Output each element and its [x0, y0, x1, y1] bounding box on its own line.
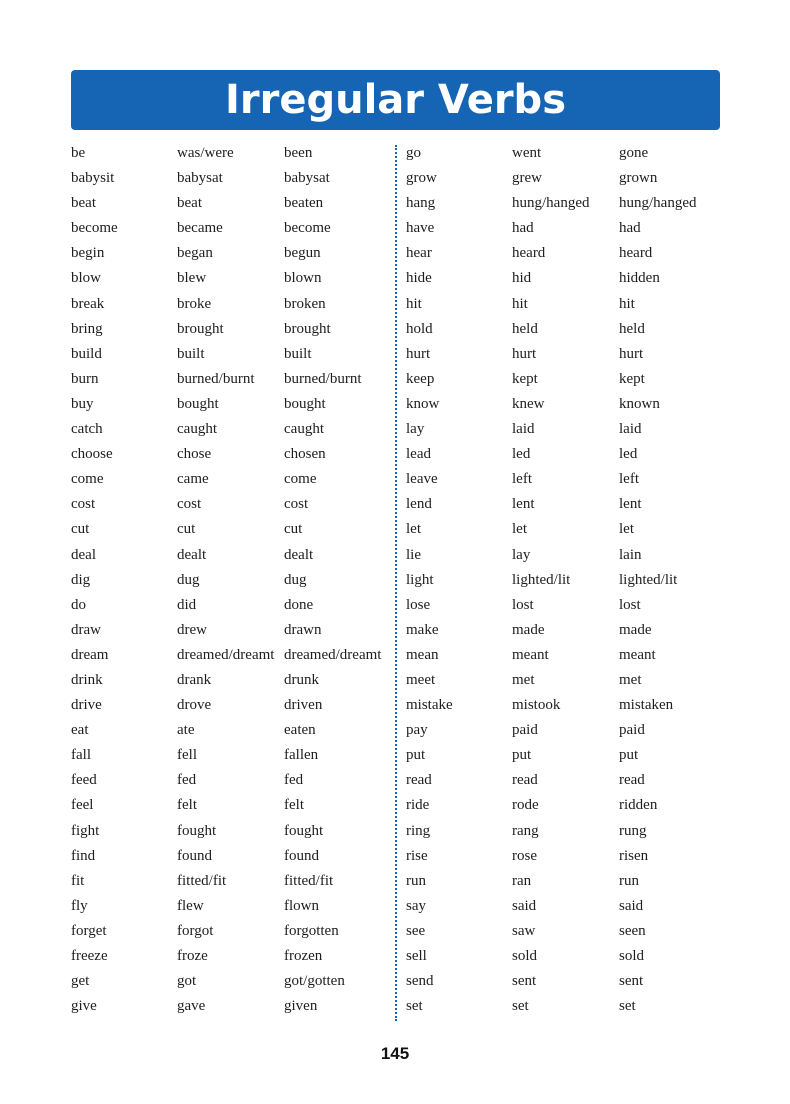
verb-past-simple: laid: [512, 421, 535, 438]
verb-past-simple: lent: [512, 496, 535, 513]
verb-base-form: have: [406, 220, 435, 237]
verb-past-simple: cost: [177, 496, 202, 513]
verb-past-simple: forgot: [177, 922, 214, 939]
verb-past-participle: grown: [619, 170, 658, 187]
verb-past-participle: forgotten: [284, 922, 339, 939]
verb-past-participle: ridden: [619, 797, 658, 814]
verb-past-simple: kept: [512, 370, 538, 387]
verb-past-participle: meant: [619, 646, 656, 663]
verb-past-participle: had: [619, 220, 641, 237]
verb-past-simple: drank: [177, 671, 212, 688]
verb-base-form: fight: [71, 822, 100, 839]
verb-past-participle: heard: [619, 245, 653, 262]
verb-past-participle: driven: [284, 697, 323, 714]
verb-base-form: dream: [71, 646, 109, 663]
verb-base-form: do: [71, 596, 86, 613]
verb-base-form: be: [71, 145, 86, 161]
verb-base-form: set: [406, 998, 423, 1015]
verb-past-simple: let: [512, 521, 527, 538]
verb-past-participle: brought: [284, 320, 331, 337]
verb-past-simple: fell: [177, 747, 197, 764]
column-base-form-2: [406, 141, 453, 1019]
verb-past-participle: dreamed/dreamt: [284, 646, 382, 663]
verb-past-simple: chose: [177, 446, 212, 463]
verb-past-participle: been: [284, 145, 313, 161]
verb-past-simple: went: [512, 145, 542, 161]
verb-past-simple: lost: [512, 596, 534, 613]
verb-past-participle: run: [619, 872, 639, 889]
verb-base-form: cut: [71, 521, 90, 538]
verb-past-simple: dug: [177, 571, 200, 588]
verb-past-participle: mistaken: [619, 697, 674, 714]
verb-past-participle: sold: [619, 948, 645, 964]
verb-past-participle: frozen: [284, 948, 323, 964]
verb-past-participle: dug: [284, 571, 307, 588]
verb-base-form: light: [406, 571, 434, 588]
verb-past-participle: fallen: [284, 747, 319, 764]
verb-base-form: hear: [406, 245, 432, 262]
verb-base-form: fall: [71, 747, 91, 764]
verb-base-form: draw: [71, 621, 101, 638]
verb-base-form: give: [71, 998, 97, 1015]
verb-past-simple: dealt: [177, 546, 207, 563]
verb-past-participle: chosen: [284, 446, 326, 463]
verb-base-form: beat: [71, 195, 96, 212]
verb-past-participle: gone: [619, 145, 649, 161]
verb-past-simple: paid: [512, 722, 538, 739]
verb-base-form: feed: [71, 772, 97, 789]
verb-past-simple: meant: [512, 646, 549, 663]
verb-past-simple: sent: [512, 973, 537, 990]
verb-base-form: break: [71, 295, 105, 312]
verb-past-participle: cost: [284, 496, 309, 513]
verb-past-simple: gave: [177, 998, 206, 1015]
verb-past-simple: led: [512, 446, 531, 463]
verb-base-form: ride: [406, 797, 430, 814]
verb-past-participle: flown: [284, 897, 319, 914]
verb-base-form: hold: [406, 320, 433, 337]
verb-base-form: let: [406, 521, 421, 538]
verb-past-participle: made: [619, 621, 652, 638]
verb-past-simple: hit: [512, 295, 528, 312]
verb-past-simple: beat: [177, 195, 202, 212]
column-past-simple-1: [177, 141, 274, 1019]
verb-past-participle: known: [619, 395, 660, 412]
verb-past-participle: burned/burnt: [284, 370, 362, 387]
verb-past-participle: held: [619, 320, 645, 337]
verb-past-participle: caught: [284, 421, 324, 438]
verb-past-simple: fed: [177, 772, 197, 789]
column-past-participle-2: [619, 141, 696, 1019]
verb-past-simple: sold: [512, 948, 538, 964]
verb-base-form: lend: [406, 496, 432, 513]
verb-past-simple: met: [512, 671, 535, 688]
verb-past-participle: lost: [619, 596, 641, 613]
verb-past-simple: broke: [177, 295, 212, 312]
title-banner: [71, 70, 720, 130]
verb-base-form: grow: [406, 170, 437, 187]
verb-base-form: see: [406, 922, 426, 939]
verb-past-participle: led: [619, 446, 638, 463]
verb-base-form: come: [71, 471, 104, 488]
verb-past-participle: said: [619, 897, 644, 914]
verb-base-form: become: [71, 220, 118, 237]
verb-past-simple: dreamed/dreamt: [177, 646, 275, 663]
verb-past-participle: fitted/fit: [284, 872, 334, 889]
verb-past-simple: fought: [177, 822, 217, 839]
verb-past-simple: built: [177, 345, 205, 362]
verb-past-simple: came: [177, 471, 209, 488]
verb-base-form: hurt: [406, 345, 431, 362]
column-past-participle-1: [284, 141, 381, 1019]
verb-base-form: go: [406, 145, 421, 161]
verb-past-simple: ran: [512, 872, 532, 889]
verb-past-simple: bought: [177, 395, 219, 412]
verb-past-participle: dealt: [284, 546, 314, 563]
verb-base-form: read: [406, 772, 432, 789]
verb-past-participle: left: [619, 471, 639, 488]
verb-base-form: run: [406, 872, 426, 889]
page-number: 145: [380, 1044, 410, 1063]
verb-past-participle: drawn: [284, 621, 322, 638]
verb-past-simple: ate: [177, 722, 195, 739]
verb-past-simple: began: [177, 245, 213, 262]
verb-past-participle: felt: [284, 797, 304, 814]
verb-past-simple: caught: [177, 421, 217, 438]
verb-base-form: cost: [71, 496, 96, 513]
verb-past-simple: read: [512, 772, 538, 789]
verb-base-form: put: [406, 747, 426, 764]
page-title: Irregular Verbs: [225, 77, 566, 123]
verb-past-participle: begun: [284, 245, 321, 262]
verb-base-form: begin: [71, 245, 105, 262]
verb-past-participle: broken: [284, 295, 326, 312]
verb-past-participle: hit: [619, 295, 635, 312]
verb-past-participle: done: [284, 596, 314, 613]
verb-base-form: rise: [406, 847, 428, 864]
verb-past-simple: was/were: [177, 145, 234, 161]
verb-past-simple: hurt: [512, 345, 537, 362]
verb-past-simple: hid: [512, 270, 532, 287]
verb-base-form: say: [406, 897, 426, 914]
verb-base-form: find: [71, 847, 96, 864]
verb-base-form: lose: [406, 596, 431, 613]
column-divider: [395, 145, 397, 1021]
verb-past-participle: come: [284, 471, 317, 488]
verb-past-simple: flew: [177, 897, 204, 914]
verb-past-simple: saw: [512, 922, 536, 939]
verb-past-participle: fought: [284, 822, 324, 839]
verb-past-participle: read: [619, 772, 645, 789]
verb-base-form: blow: [71, 270, 101, 287]
verb-past-simple: burned/burnt: [177, 370, 255, 387]
verb-past-participle: cut: [284, 521, 303, 538]
verb-base-form: leave: [406, 471, 438, 488]
verb-base-form: get: [71, 973, 90, 990]
verb-base-form: drink: [71, 671, 103, 688]
verb-base-form: burn: [71, 370, 99, 387]
verb-base-form: fit: [71, 872, 85, 889]
verb-base-form: feel: [71, 797, 94, 814]
verb-past-participle: bought: [284, 395, 326, 412]
verb-base-form: catch: [71, 421, 103, 438]
verb-past-simple: froze: [177, 948, 208, 964]
verb-past-participle: drunk: [284, 671, 319, 688]
verb-past-simple: lay: [512, 546, 531, 563]
verb-base-form: pay: [406, 722, 428, 739]
verb-past-participle: rung: [619, 822, 647, 839]
verb-past-participle: built: [284, 345, 312, 362]
verb-past-simple: got: [177, 973, 197, 990]
verb-past-simple: rang: [512, 822, 539, 839]
verb-past-participle: paid: [619, 722, 645, 739]
verb-past-simple: babysat: [177, 170, 223, 187]
verb-past-simple: felt: [177, 797, 197, 814]
verb-past-simple: said: [512, 897, 537, 914]
verb-base-form: ring: [406, 822, 431, 839]
verb-past-participle: blown: [284, 270, 322, 287]
verb-past-participle: found: [284, 847, 319, 864]
verb-base-form: lay: [406, 421, 425, 438]
verb-base-form: deal: [71, 546, 96, 563]
verb-base-form: mistake: [406, 697, 453, 714]
verb-past-participle: hidden: [619, 270, 660, 287]
verb-past-simple: fitted/fit: [177, 872, 227, 889]
verb-past-participle: beaten: [284, 195, 324, 212]
verb-base-form: freeze: [71, 948, 108, 964]
column-past-simple-2: [512, 141, 589, 1019]
verb-past-simple: grew: [512, 170, 542, 187]
verb-past-participle: lighted/lit: [619, 571, 678, 588]
verb-base-form: drive: [71, 697, 102, 714]
verb-past-simple: left: [512, 471, 532, 488]
verb-past-simple: rode: [512, 797, 539, 814]
verb-base-form: babysit: [71, 170, 115, 187]
verb-past-participle: lent: [619, 496, 642, 513]
verb-past-participle: sent: [619, 973, 644, 990]
verb-past-participle: seen: [619, 922, 646, 939]
verb-past-simple: drew: [177, 621, 207, 638]
verb-past-simple: found: [177, 847, 212, 864]
verb-base-form: meet: [406, 671, 436, 688]
verb-base-form: build: [71, 345, 102, 362]
verb-past-participle: laid: [619, 421, 642, 438]
verb-past-simple: made: [512, 621, 545, 638]
verb-base-form: buy: [71, 395, 94, 412]
verb-past-participle: hurt: [619, 345, 644, 362]
verb-base-form: make: [406, 621, 439, 638]
verb-past-participle: lain: [619, 546, 642, 563]
verb-base-form: eat: [71, 722, 89, 739]
verb-past-participle: become: [284, 220, 331, 237]
verb-past-simple: drove: [177, 697, 212, 714]
verb-past-participle: let: [619, 521, 634, 538]
verb-past-simple: blew: [177, 270, 207, 287]
verb-base-form: hang: [406, 195, 436, 212]
verb-past-simple: mistook: [512, 697, 561, 714]
verb-past-simple: knew: [512, 395, 545, 412]
verb-past-simple: cut: [177, 521, 196, 538]
verb-past-participle: hung/hanged: [619, 195, 697, 212]
verb-past-simple: set: [512, 998, 529, 1015]
verb-past-simple: had: [512, 220, 534, 237]
verb-base-form: forget: [71, 922, 107, 939]
verb-base-form: know: [406, 395, 440, 412]
verb-base-form: keep: [406, 370, 435, 387]
verb-base-form: hide: [406, 270, 432, 287]
verb-base-form: sell: [406, 948, 427, 964]
verb-base-form: fly: [71, 897, 88, 914]
verb-past-participle: fed: [284, 772, 304, 789]
verb-past-simple: hung/hanged: [512, 195, 590, 212]
verb-past-simple: put: [512, 747, 532, 764]
verb-base-form: send: [406, 973, 434, 990]
column-base-form-1: [71, 141, 118, 1019]
verb-past-participle: given: [284, 998, 318, 1015]
verb-past-simple: lighted/lit: [512, 571, 571, 588]
verb-past-participle: kept: [619, 370, 645, 387]
verb-base-form: hit: [406, 295, 422, 312]
verb-past-simple: held: [512, 320, 538, 337]
verb-past-participle: eaten: [284, 722, 316, 739]
verb-base-form: lead: [406, 446, 431, 463]
verb-base-form: bring: [71, 320, 103, 337]
verb-past-participle: risen: [619, 847, 649, 864]
verb-past-simple: heard: [512, 245, 546, 262]
verb-base-form: lie: [406, 546, 421, 563]
verb-past-participle: put: [619, 747, 639, 764]
verb-past-simple: did: [177, 596, 197, 613]
verb-past-simple: became: [177, 220, 223, 237]
verb-base-form: mean: [406, 646, 439, 663]
verb-past-participle: babysat: [284, 170, 330, 187]
verb-past-participle: met: [619, 671, 642, 688]
verb-base-form: choose: [71, 446, 113, 463]
verb-past-participle: set: [619, 998, 636, 1015]
verb-past-simple: brought: [177, 320, 224, 337]
verb-base-form: dig: [71, 571, 91, 588]
verb-past-participle: got/gotten: [284, 973, 345, 990]
verb-past-simple: rose: [512, 847, 537, 864]
